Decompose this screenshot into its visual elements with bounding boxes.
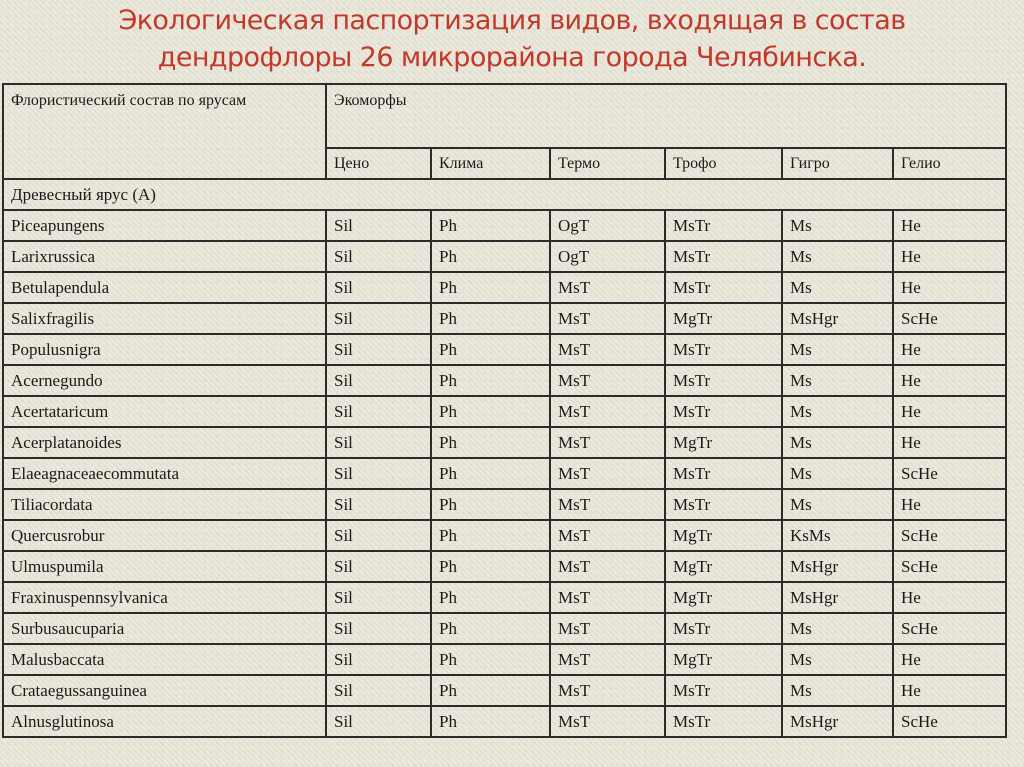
cell-gelio: ScHe (893, 520, 1006, 551)
cell-gigro: KsMs (782, 520, 893, 551)
cell-ceno: Sil (326, 303, 431, 334)
header-ecomorphs: Экоморфы (326, 84, 1006, 148)
subheader-gelio: Гелио (893, 148, 1006, 179)
table-row (3, 489, 1006, 520)
cell-trofo: MgTr (665, 582, 782, 613)
cell-species: Tiliacordata (3, 489, 326, 520)
cell-klima: Ph (431, 644, 550, 675)
cell-ceno: Sil (326, 551, 431, 582)
cell-trofo: MsTr (665, 613, 782, 644)
table-row (3, 644, 1006, 675)
cell-trofo: MgTr (665, 644, 782, 675)
cell-klima: Ph (431, 551, 550, 582)
cell-termo: MsT (550, 396, 665, 427)
subheader-termo: Термо (550, 148, 665, 179)
cell-gigro: Ms (782, 427, 893, 458)
cell-trofo: MgTr (665, 427, 782, 458)
cell-species: Elaeagnaceaecommutata (3, 458, 326, 489)
cell-gigro: Ms (782, 241, 893, 272)
cell-trofo: MsTr (665, 210, 782, 241)
cell-termo: MsT (550, 644, 665, 675)
cell-ceno: Sil (326, 520, 431, 551)
title-line-2: дендрофлоры 26 микрорайона города Челябинска. (157, 42, 867, 73)
cell-klima: Ph (431, 489, 550, 520)
cell-klima: Ph (431, 210, 550, 241)
cell-gelio: ScHe (893, 303, 1006, 334)
cell-ceno: Sil (326, 241, 431, 272)
cell-gigro: MsHgr (782, 582, 893, 613)
cell-gigro: Ms (782, 210, 893, 241)
cell-species: Populusnigra (3, 334, 326, 365)
cell-gelio: He (893, 582, 1006, 613)
table-row (3, 396, 1006, 427)
cell-species: Quercusrobur (3, 520, 326, 551)
cell-klima: Ph (431, 613, 550, 644)
cell-trofo: MsTr (665, 241, 782, 272)
cell-species: Acertataricum (3, 396, 326, 427)
cell-species: Acernegundo (3, 365, 326, 396)
table-row (3, 520, 1006, 551)
cell-gigro: Ms (782, 613, 893, 644)
table-row (3, 551, 1006, 582)
cell-gelio: He (893, 334, 1006, 365)
cell-ceno: Sil (326, 272, 431, 303)
cell-species: Ulmuspumila (3, 551, 326, 582)
cell-gelio: He (893, 365, 1006, 396)
cell-species: Crataegussanguinea (3, 675, 326, 706)
cell-ceno: Sil (326, 675, 431, 706)
cell-trofo: MsTr (665, 365, 782, 396)
cell-species: Larixrussica (3, 241, 326, 272)
cell-trofo: MsTr (665, 396, 782, 427)
cell-gelio: ScHe (893, 551, 1006, 582)
cell-termo: MsT (550, 489, 665, 520)
cell-gigro: Ms (782, 675, 893, 706)
cell-gigro: Ms (782, 396, 893, 427)
cell-gelio: He (893, 396, 1006, 427)
subheader-ceno: Цено (326, 148, 431, 179)
table-row (3, 582, 1006, 613)
cell-termo: MsT (550, 706, 665, 737)
cell-trofo: MsTr (665, 334, 782, 365)
cell-trofo: MgTr (665, 520, 782, 551)
table-row (3, 613, 1006, 644)
cell-klima: Ph (431, 365, 550, 396)
cell-trofo: MsTr (665, 458, 782, 489)
cell-klima: Ph (431, 241, 550, 272)
cell-termo: MsT (550, 427, 665, 458)
page-title (0, 0, 1024, 76)
cell-gelio: ScHe (893, 706, 1006, 737)
cell-ceno: Sil (326, 582, 431, 613)
cell-klima: Ph (431, 334, 550, 365)
cell-termo: MsT (550, 551, 665, 582)
table-row (3, 365, 1006, 396)
cell-ceno: Sil (326, 334, 431, 365)
cell-termo: MsT (550, 303, 665, 334)
cell-gigro: Ms (782, 334, 893, 365)
cell-gelio: He (893, 241, 1006, 272)
cell-termo: MsT (550, 334, 665, 365)
cell-species: Acerplatanoides (3, 427, 326, 458)
cell-gigro: Ms (782, 365, 893, 396)
cell-gigro: Ms (782, 644, 893, 675)
cell-klima: Ph (431, 582, 550, 613)
cell-gelio: He (893, 489, 1006, 520)
subheader-klima: Клима (431, 148, 550, 179)
cell-species: Malusbaccata (3, 644, 326, 675)
cell-gigro: MsHgr (782, 303, 893, 334)
cell-trofo: MgTr (665, 551, 782, 582)
cell-ceno: Sil (326, 706, 431, 737)
cell-termo: OgT (550, 210, 665, 241)
cell-species: Betulapendula (3, 272, 326, 303)
cell-klima: Ph (431, 272, 550, 303)
table-row (3, 427, 1006, 458)
cell-termo: MsT (550, 675, 665, 706)
header-row (3, 84, 1006, 148)
cell-ceno: Sil (326, 489, 431, 520)
cell-ceno: Sil (326, 396, 431, 427)
cell-trofo: MgTr (665, 303, 782, 334)
table-row (3, 303, 1006, 334)
cell-trofo: MsTr (665, 675, 782, 706)
subheader-gigro: Гигро (782, 148, 893, 179)
table-row (3, 458, 1006, 489)
cell-trofo: MsTr (665, 272, 782, 303)
section-label: Древесный ярус (А) (3, 179, 1006, 210)
cell-termo: MsT (550, 613, 665, 644)
cell-klima: Ph (431, 706, 550, 737)
cell-gelio: He (893, 427, 1006, 458)
cell-gelio: He (893, 675, 1006, 706)
cell-ceno: Sil (326, 365, 431, 396)
cell-klima: Ph (431, 303, 550, 334)
cell-species: Piceapungens (3, 210, 326, 241)
cell-klima: Ph (431, 458, 550, 489)
cell-termo: MsT (550, 272, 665, 303)
cell-termo: MsT (550, 458, 665, 489)
table-row (3, 706, 1006, 737)
cell-klima: Ph (431, 520, 550, 551)
section-row (3, 179, 1006, 210)
cell-klima: Ph (431, 396, 550, 427)
cell-gigro: Ms (782, 489, 893, 520)
cell-klima: Ph (431, 427, 550, 458)
cell-ceno: Sil (326, 644, 431, 675)
title-line-1: Экологическая паспортизация видов, входящая в состав (118, 5, 906, 36)
cell-gigro: MsHgr (782, 551, 893, 582)
cell-ceno: Sil (326, 427, 431, 458)
cell-gelio: He (893, 644, 1006, 675)
cell-gigro: Ms (782, 272, 893, 303)
ecomorph-table (2, 83, 1007, 738)
table-row (3, 241, 1006, 272)
cell-klima: Ph (431, 675, 550, 706)
cell-gigro: Ms (782, 458, 893, 489)
cell-trofo: MsTr (665, 706, 782, 737)
cell-termo: MsT (550, 365, 665, 396)
cell-gigro: MsHgr (782, 706, 893, 737)
table-row (3, 210, 1006, 241)
cell-ceno: Sil (326, 613, 431, 644)
cell-gelio: He (893, 272, 1006, 303)
subheader-trofo: Трофо (665, 148, 782, 179)
table-row (3, 675, 1006, 706)
cell-gelio: ScHe (893, 613, 1006, 644)
cell-ceno: Sil (326, 458, 431, 489)
cell-species: Fraxinuspennsylvanica (3, 582, 326, 613)
cell-species: Surbusaucuparia (3, 613, 326, 644)
table-row (3, 272, 1006, 303)
cell-termo: OgT (550, 241, 665, 272)
cell-gelio: ScHe (893, 458, 1006, 489)
header-species: Флористический состав по ярусам (3, 84, 326, 179)
cell-species: Alnusglutinosa (3, 706, 326, 737)
cell-species: Salixfragilis (3, 303, 326, 334)
table-row (3, 334, 1006, 365)
cell-ceno: Sil (326, 210, 431, 241)
cell-termo: MsT (550, 520, 665, 551)
cell-trofo: MsTr (665, 489, 782, 520)
cell-termo: MsT (550, 582, 665, 613)
cell-gelio: He (893, 210, 1006, 241)
